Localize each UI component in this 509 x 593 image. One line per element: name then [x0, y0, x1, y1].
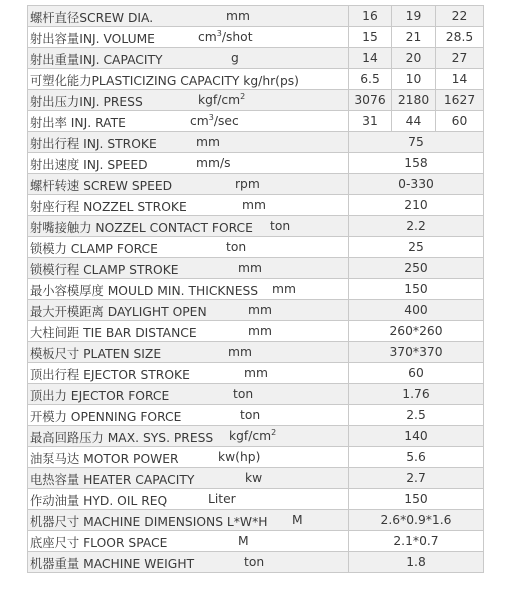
spec-row	[28, 384, 484, 405]
spec-row	[28, 447, 484, 468]
spec-label-cell	[28, 489, 349, 510]
spec-value: 31	[349, 111, 392, 132]
spec-row	[28, 531, 484, 552]
spec-unit-exponent: 3	[216, 28, 222, 38]
spec-row	[28, 111, 484, 132]
spec-value: 14	[436, 69, 484, 90]
spec-label: 最高回路压力 MAX. SYS. PRESS	[30, 431, 214, 445]
spec-label-cell	[28, 90, 349, 111]
spec-label-cell	[28, 111, 349, 132]
spec-unit-base: ton	[233, 387, 254, 401]
spec-row	[28, 321, 484, 342]
spec-value: 21	[392, 27, 436, 48]
spec-unit	[229, 429, 276, 443]
spec-unit	[226, 9, 250, 23]
spec-row	[28, 510, 484, 531]
spec-unit	[208, 492, 236, 506]
spec-unit	[228, 345, 252, 359]
spec-value: 16	[349, 6, 392, 27]
spec-unit-base: g	[231, 51, 239, 65]
spec-value: 60	[349, 363, 484, 384]
spec-unit-exponent: 2	[240, 91, 246, 101]
spec-label: 机器尺寸 MACHINE DIMENSIONS L*W*H	[30, 515, 268, 529]
spec-label-cell	[28, 174, 349, 195]
spec-unit-suffix: /sec	[213, 114, 239, 128]
spec-unit-base: rpm	[235, 177, 260, 191]
spec-value: 140	[349, 426, 484, 447]
spec-unit-base: mm	[244, 366, 268, 380]
spec-unit	[198, 30, 253, 44]
spec-value: 6.5	[349, 69, 392, 90]
spec-value: 3076	[349, 90, 392, 111]
spec-value: 19	[392, 6, 436, 27]
spec-unit-base: cm	[198, 30, 217, 44]
spec-row	[28, 48, 484, 69]
spec-unit	[226, 240, 246, 254]
spec-value: 25	[349, 237, 484, 258]
spec-unit	[196, 156, 231, 170]
spec-label-cell	[28, 132, 349, 153]
spec-value: 28.5	[436, 27, 484, 48]
spec-unit	[244, 555, 264, 569]
spec-row	[28, 216, 484, 237]
spec-unit-base: cm	[190, 114, 209, 128]
spec-value: 27	[436, 48, 484, 69]
spec-row	[28, 195, 484, 216]
spec-label-cell	[28, 279, 349, 300]
spec-unit	[248, 324, 272, 338]
spec-unit-base: mm	[196, 135, 220, 149]
spec-label-cell	[28, 384, 349, 405]
spec-label: 顶出力 EJECTOR FORCE	[30, 389, 170, 403]
spec-unit-exponent: 2	[271, 427, 277, 437]
spec-label: 螺杆转速 SCREW SPEED	[30, 179, 173, 193]
spec-label: 射出行程 INJ. STROKE	[30, 137, 157, 151]
spec-unit	[272, 282, 296, 296]
spec-value: 44	[392, 111, 436, 132]
spec-value: 2180	[392, 90, 436, 111]
spec-unit-base: kw	[245, 471, 263, 485]
spec-value: 75	[349, 132, 484, 153]
spec-table-body	[28, 6, 484, 573]
spec-unit	[218, 450, 260, 464]
spec-unit	[270, 219, 290, 233]
spec-value: 2.7	[349, 468, 484, 489]
spec-value: 0-330	[349, 174, 484, 195]
spec-unit-base: kgf/cm	[229, 429, 272, 443]
spec-label: 射座行程 NOZZEL STROKE	[30, 200, 187, 214]
spec-unit	[196, 135, 220, 149]
spec-label-cell	[28, 426, 349, 447]
spec-value: 14	[349, 48, 392, 69]
spec-row	[28, 363, 484, 384]
spec-unit	[292, 513, 303, 527]
spec-value: 260*260	[349, 321, 484, 342]
spec-row	[28, 258, 484, 279]
spec-unit-base: kw(hp)	[218, 450, 261, 464]
spec-row	[28, 405, 484, 426]
spec-label-cell	[28, 216, 349, 237]
spec-unit-exponent: 3	[208, 112, 214, 122]
spec-label-cell	[28, 48, 349, 69]
spec-label-cell	[28, 363, 349, 384]
spec-label-cell	[28, 321, 349, 342]
spec-value: 10	[392, 69, 436, 90]
spec-unit-base: M	[238, 534, 249, 548]
spec-label: 螺杆直径SCREW DIA.	[30, 11, 154, 25]
spec-unit	[235, 177, 260, 191]
spec-unit	[231, 51, 239, 65]
spec-label-cell	[28, 342, 349, 363]
spec-value: 1.76	[349, 384, 484, 405]
spec-unit-base: Liter	[208, 492, 236, 506]
spec-label-cell	[28, 510, 349, 531]
spec-label-cell	[28, 153, 349, 174]
spec-row	[28, 426, 484, 447]
spec-unit	[248, 303, 272, 317]
spec-label: 射出重量INJ. CAPACITY	[30, 53, 163, 67]
spec-row	[28, 300, 484, 321]
spec-label: 锁模力 CLAMP FORCE	[30, 242, 158, 256]
spec-label: 模板尺寸 PLATEN SIZE	[30, 347, 162, 361]
spec-value: 400	[349, 300, 484, 321]
spec-unit-base: kgf/cm	[198, 93, 241, 107]
spec-value: 2.6*0.9*1.6	[349, 510, 484, 531]
spec-label: 可塑化能力PLASTICIZING CAPACITY kg/hr(ps)	[30, 74, 299, 88]
spec-row	[28, 279, 484, 300]
spec-label: 最大开模距离 DAYLIGHT OPEN	[30, 305, 207, 319]
spec-row	[28, 237, 484, 258]
spec-value: 20	[392, 48, 436, 69]
spec-label-cell	[28, 447, 349, 468]
spec-value: 2.1*0.7	[349, 531, 484, 552]
spec-unit	[240, 408, 260, 422]
spec-row	[28, 468, 484, 489]
spec-value: 1.8	[349, 552, 484, 573]
spec-row	[28, 69, 484, 90]
spec-value: 15	[349, 27, 392, 48]
spec-value: 150	[349, 279, 484, 300]
spec-label: 射出压力INJ. PRESS	[30, 95, 143, 109]
spec-label-cell	[28, 195, 349, 216]
spec-label: 油泵马达 MOTOR POWER	[30, 452, 179, 466]
spec-label: 电热容量 HEATER CAPACITY	[30, 473, 195, 487]
spec-value: 158	[349, 153, 484, 174]
spec-label-cell	[28, 69, 349, 90]
spec-row	[28, 132, 484, 153]
spec-value: 2.2	[349, 216, 484, 237]
spec-value: 210	[349, 195, 484, 216]
spec-label-cell	[28, 531, 349, 552]
spec-value: 2.5	[349, 405, 484, 426]
spec-label: 射出率 INJ. RATE	[30, 116, 126, 130]
spec-unit	[198, 93, 245, 107]
spec-unit-base: mm	[242, 198, 266, 212]
spec-row	[28, 27, 484, 48]
spec-unit-base: mm	[272, 282, 296, 296]
spec-label-cell	[28, 300, 349, 321]
spec-label-cell	[28, 27, 349, 48]
spec-unit-suffix: /shot	[221, 30, 253, 44]
spec-unit-base: mm	[228, 345, 252, 359]
spec-label: 最小容模厚度 MOULD MIN. THICKNESS	[30, 284, 259, 298]
spec-row	[28, 90, 484, 111]
spec-value: 22	[436, 6, 484, 27]
spec-unit-base: mm	[238, 261, 262, 275]
spec-value: 60	[436, 111, 484, 132]
spec-value: 150	[349, 489, 484, 510]
spec-label: 机器重量 MACHINE WEIGHT	[30, 557, 195, 571]
spec-value: 370*370	[349, 342, 484, 363]
spec-unit	[242, 198, 266, 212]
spec-unit-base: mm	[248, 324, 272, 338]
spec-unit	[238, 261, 262, 275]
spec-row	[28, 552, 484, 573]
spec-unit-base: ton	[270, 219, 291, 233]
spec-label: 顶出行程 EJECTOR STROKE	[30, 368, 190, 382]
spec-row	[28, 6, 484, 27]
spec-label: 作动油量 HYD. OIL REQ	[30, 494, 168, 508]
spec-unit-base: M	[292, 513, 303, 527]
spec-label: 锁模行程 CLAMP STROKE	[30, 263, 179, 277]
spec-unit-base: ton	[240, 408, 261, 422]
spec-label-cell	[28, 258, 349, 279]
spec-value: 5.6	[349, 447, 484, 468]
spec-row	[28, 174, 484, 195]
spec-row	[28, 489, 484, 510]
spec-label: 大柱间距 TIE BAR DISTANCE	[30, 326, 197, 340]
spec-unit	[233, 387, 253, 401]
spec-unit	[245, 471, 262, 485]
spec-unit-base: mm	[248, 303, 272, 317]
spec-unit	[244, 366, 268, 380]
spec-label: 底座尺寸 FLOOR SPACE	[30, 536, 168, 550]
spec-label: 开模力 OPENNING FORCE	[30, 410, 182, 424]
spec-unit	[238, 534, 249, 548]
spec-label-cell	[28, 405, 349, 426]
spec-unit-base: mm/s	[196, 156, 231, 170]
spec-label: 射嘴接触力 NOZZEL CONTACT FORCE	[30, 221, 253, 235]
spec-label-cell	[28, 552, 349, 573]
spec-table	[27, 5, 484, 573]
spec-label: 射出容量INJ. VOLUME	[30, 32, 155, 46]
spec-label-cell	[28, 237, 349, 258]
spec-value: 1627	[436, 90, 484, 111]
spec-row	[28, 342, 484, 363]
spec-unit	[190, 114, 239, 128]
spec-label-cell	[28, 6, 349, 27]
spec-label: 射出速度 INJ. SPEED	[30, 158, 148, 172]
spec-unit-base: ton	[226, 240, 247, 254]
spec-unit-base: ton	[244, 555, 265, 569]
spec-label-cell	[28, 468, 349, 489]
spec-value: 250	[349, 258, 484, 279]
spec-row	[28, 153, 484, 174]
spec-unit-base: mm	[226, 9, 250, 23]
